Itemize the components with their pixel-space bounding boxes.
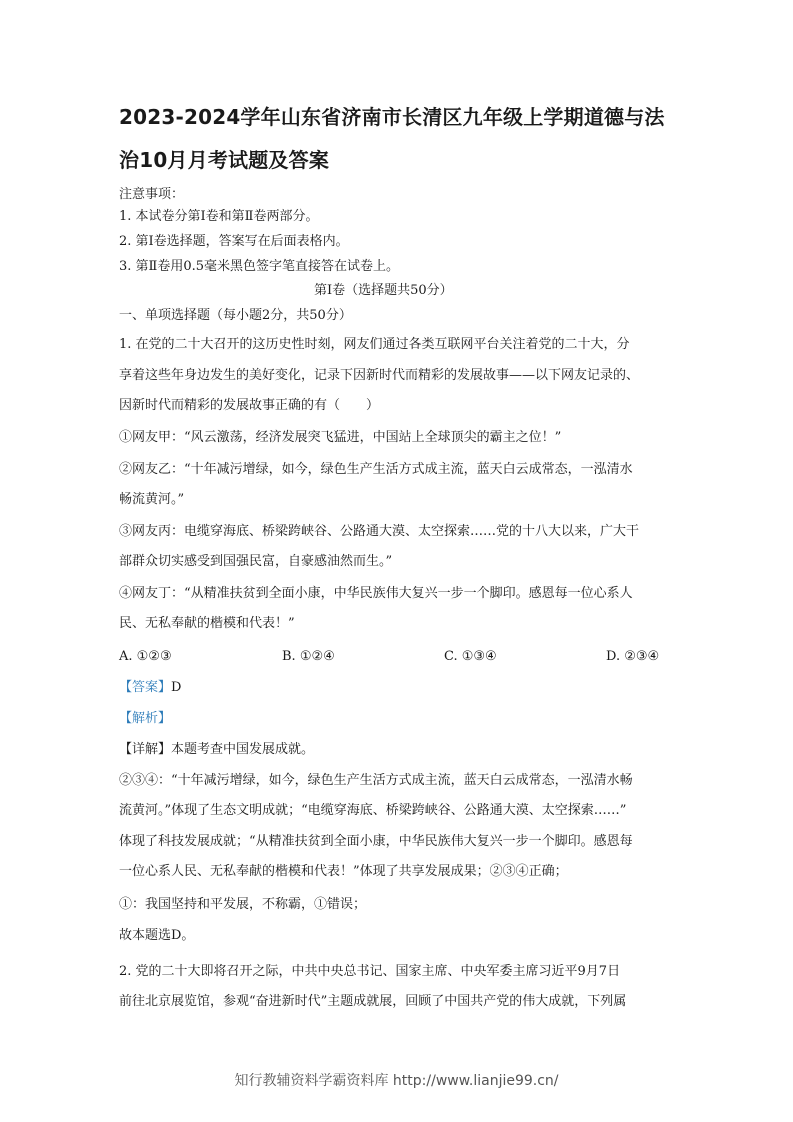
detail-text: 本题考查中国发展成就。 bbox=[171, 742, 315, 757]
q1-stem-line-2: 享着这些年身边发生的美好变化，记录下因新时代而精彩的发展故事——以下网友记录的、 bbox=[119, 368, 640, 383]
answer-value: D bbox=[171, 680, 182, 695]
doc-title-line-1: 2023-2024学年山东省济南市长清区九年级上学期道德与法 bbox=[119, 105, 665, 129]
notes-heading: 注意事项： bbox=[119, 187, 185, 202]
answer-tag: 【答案】 bbox=[119, 680, 172, 695]
q2-stem-line-2: 前往北京展览馆，参观“奋进新时代”主题成就展，回顾了中国共产党的伟大成就，下列属 bbox=[119, 994, 627, 1009]
note-item-1: 1. 本试卷分第Ⅰ卷和第Ⅱ卷两部分。 bbox=[119, 209, 319, 224]
explanation-line-2: 流黄河。”体现了生态文明成就；“电缆穿海底、桥梁跨峡谷、公路通大漠、太空探索……” bbox=[119, 803, 627, 818]
explanation-line-3: 体现了科技发展成就；“从精准扶贫到全面小康，中华民族伟大复兴一步一个脚印。感恩每 bbox=[119, 834, 633, 849]
q1-choice-d: D. ②③④ bbox=[606, 649, 660, 664]
explanation-line-6: 故本题选D。 bbox=[119, 928, 195, 943]
section-heading: 第Ⅰ卷（选择题共50分） bbox=[314, 283, 453, 298]
detail-line bbox=[119, 741, 314, 759]
answer-line bbox=[119, 679, 181, 697]
analysis-tag: 【解析】 bbox=[119, 711, 172, 726]
footer-watermark: 知行教辅资料学霸资料库 http://www.lianjie99.cn/ bbox=[234, 1073, 559, 1089]
q2-stem-line-1: 2. 党的二十大即将召开之际，中共中央总书记、国家主席、中央军委主席习近平9月7日 bbox=[119, 964, 621, 979]
detail-tag: 【详解】 bbox=[119, 742, 172, 757]
doc-title-line-2: 治10月月考试题及答案 bbox=[119, 148, 330, 172]
part-heading: 一、单项选择题（每小题2分，共50分） bbox=[119, 308, 352, 323]
q1-option-4-line-1: ④网友丁：“从精准扶贫到全面小康，中华民族伟大复兴一步一个脚印。感恩每一位心系人 bbox=[119, 586, 633, 601]
q1-choice-b: B. ①②④ bbox=[282, 649, 335, 664]
q1-option-3-line-2: 部群众切实感受到国强民富，自豪感油然而生。” bbox=[119, 554, 393, 569]
explanation-line-5: ①：我国坚持和平发展，不称霸，①错误； bbox=[119, 897, 367, 912]
q1-option-3-line-1: ③网友丙：电缆穿海底、桥梁跨峡谷、公路通大漠、太空探索……党的十八大以来，广大干 bbox=[119, 524, 640, 539]
analysis-line bbox=[119, 710, 171, 728]
q1-stem-line-3: 因新时代而精彩的发展故事正确的有（ ） bbox=[119, 398, 380, 413]
note-item-3: 3. 第Ⅱ卷用0.5毫米黑色签字笔直接答在试卷上。 bbox=[119, 259, 400, 274]
q1-option-2-line-1: ②网友乙：“十年减污增绿，如今，绿色生产生活方式成主流，蓝天白云成常态，一泓清水 bbox=[119, 462, 633, 477]
q1-stem-line-1: 1. 在党的二十大召开的这历史性时刻，网友们通过各类互联网平台关注着党的二十大，分 bbox=[119, 337, 630, 352]
q1-choice-c: C. ①③④ bbox=[444, 649, 497, 664]
q1-option-2-line-2: 畅流黄河。” bbox=[119, 492, 185, 507]
note-item-2: 2. 第Ⅰ卷选择题，答案写在后面表格内。 bbox=[119, 234, 349, 249]
explanation-line-1: ②③④：“十年减污增绿，如今，绿色生产生活方式成主流，蓝天白云成常态，一泓清水畅 bbox=[119, 773, 633, 788]
q1-option-4-line-2: 民、无私奉献的楷模和代表！” bbox=[119, 616, 295, 631]
explanation-line-4: 一位心系人民、无私奉献的楷模和代表！”体现了共享发展成果；②③④正确； bbox=[119, 864, 568, 879]
q1-option-1: ①网友甲：“风云激荡，经济发展突飞猛进，中国站上全球顶尖的霸主之位！” bbox=[119, 430, 562, 445]
q1-choice-a: A. ①②③ bbox=[119, 649, 172, 664]
